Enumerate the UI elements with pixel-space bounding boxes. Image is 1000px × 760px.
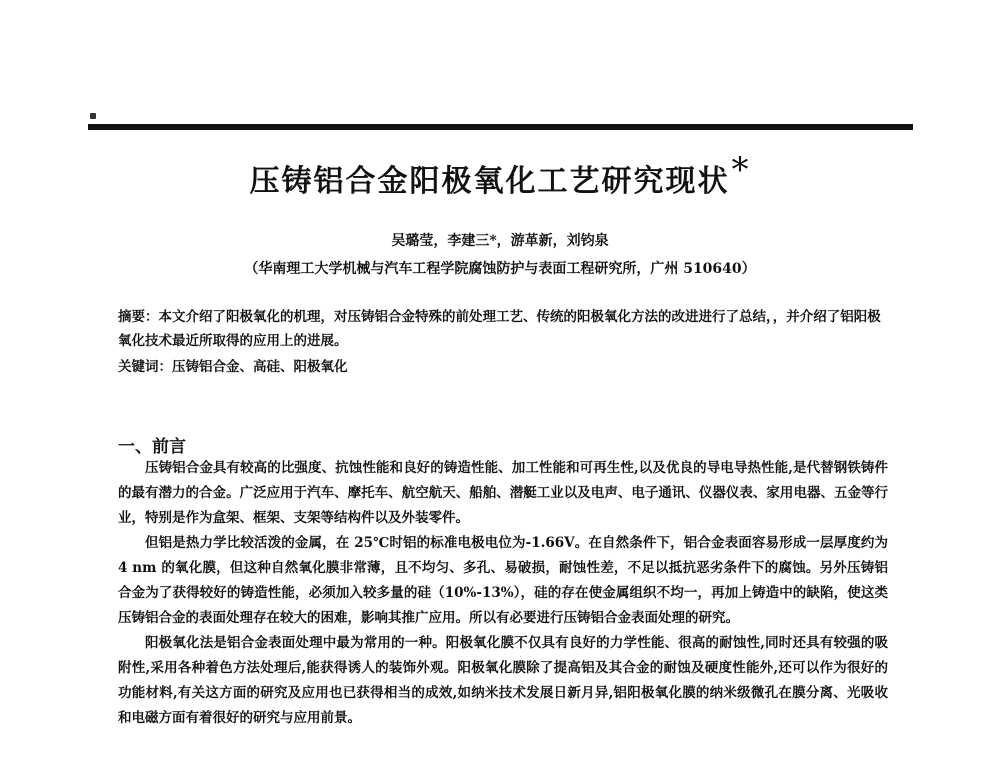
header-rule-mark xyxy=(90,113,96,119)
author-list: 吴璐莹，李建三*，游革新，刘钧泉 xyxy=(391,233,609,249)
keywords-label: 关键词： xyxy=(118,359,172,375)
abstract-label: 摘要： xyxy=(118,309,159,325)
paper-title xyxy=(0,150,1000,200)
keywords xyxy=(118,355,888,379)
paper-title-text: 压铸铝合金阳极氧化工艺研究现状 xyxy=(249,164,730,199)
paragraph: 但铝是热力学比较活泼的金属，在 25℃时铝的标准电极电位为-1.66V。在自然条件下，铝合金表面容易形成一层厚度约为 4 nm 的氧化膜，但这种自然氧化膜非常薄，且不均匀、多孔、易破损，耐蚀性差，不足以抵抗恶劣条件下的腐蚀。另外压铸铝合金为了获得较好的铸造性能，必须加入较多量的硅（10%-13%），硅的存在使金属组织不均一，再加上铸造中的缺陷，使这类压铸铝合金的表面处理存在较大的困难，影响其推广应用。所以有必要进行压铸铝合金表面处理的研究。 xyxy=(118,535,888,626)
keywords-text: 压铸铝合金、高硅、阳极氧化 xyxy=(172,359,348,375)
paragraph: 压铸铝合金具有较高的比强度、抗蚀性能和良好的铸造性能、加工性能和可再生性,以及优良的导电导热性能,是代替钢铁铸件的最有潜力的合金。广泛应用于汽车、摩托车、航空航天、船舶、潜艇工业以及电声、电子通讯、仪器仪表、家用电器、五金等行业，特别是作为盒架、框架、支架等结构件以及外装零件。 xyxy=(118,460,888,526)
abstract-text: 本文介绍了阳极氧化的机理，对压铸铝合金特殊的前处理工艺、传统的阳极氧化方法的改进进行了总结，，并介绍了铝阳极氧化技术最近所取得的应用上的进展。 xyxy=(118,309,881,349)
affiliation: （华南理工大学机械与汽车工程学院腐蚀防护与表面工程研究所，广州 510640） xyxy=(244,261,756,277)
section-heading: 一、前言 xyxy=(118,437,186,457)
abstract xyxy=(118,305,888,353)
paragraph: 阳极氧化法是铝合金表面处理中最为常用的一种。阳极氧化膜不仅具有良好的力学性能、很高的耐蚀性,同时还具有较强的吸附性,采用各种着色方法处理后,能获得诱人的装饰外观。阳极氧化膜除了提高铝及其合金的耐蚀及硬度性能外,还可以作为很好的功能材料,有关这方面的研究及应用也已获得相当的成效,如纳米技术发展日新月异,铝阳极氧化膜的纳米级微孔在膜分离、光吸收和电磁方面有着很好的研究与应用前景。 xyxy=(118,635,888,726)
body-text xyxy=(118,456,888,731)
title-footnote-mark: * xyxy=(731,150,751,190)
header-rule xyxy=(88,124,913,130)
